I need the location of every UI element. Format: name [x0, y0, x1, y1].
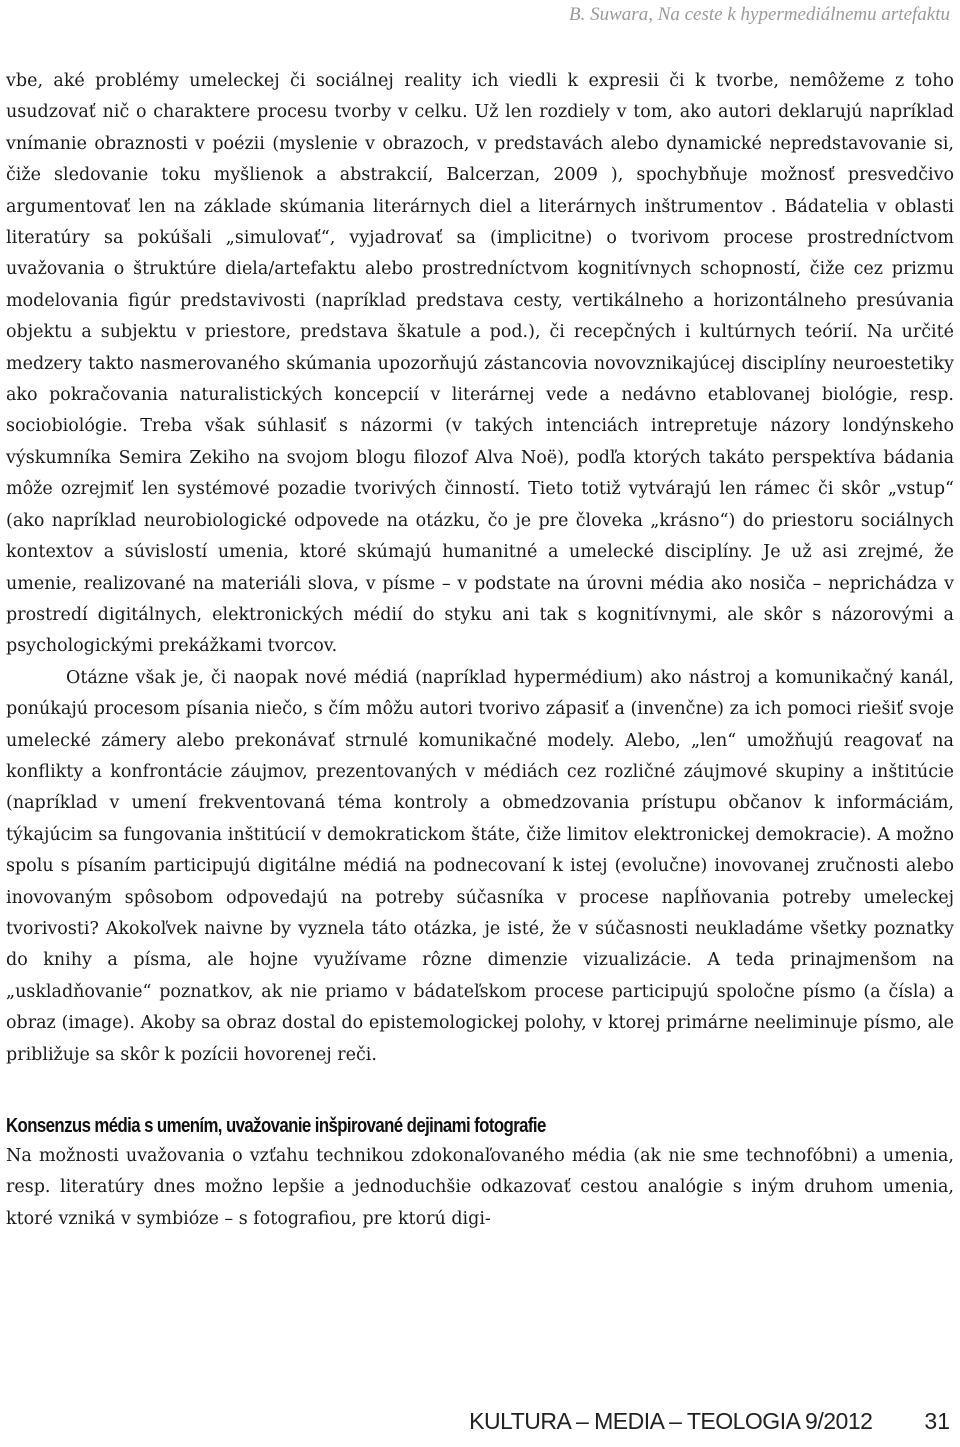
article-body	[6, 66, 954, 1235]
body-paragraph-1: vbe, aké problémy umeleckej či sociálnej reality ich viedli k expresii či k tvorbe, nemôžeme z toho usudzovať nič o charaktere procesu tvorby v celku. Už len rozdiely v tom, ako autori deklarujú napríklad vnímanie obraznosti v poézii (myslenie v obrazoch, v predstavách alebo dynamické nepredstavovanie si, čiže sledovanie toku myšlienok a abstrakcií, Balcerzan, 2009 ), spochybňuje možnosť presvedčivo argumentovať len na základe skúmania literárnych diel a literárnych inštrumentov . Bádatelia v oblasti literatúry sa pokúšali „simulovať“, vyjadrovať sa (implicitne) o tvorivom procese prostredníctvom uvažovania o štruktúre diela/artefaktu alebo prostredníctvom kognitívnych schopností, čiže cez prizmu modelovania figúr predstavivosti (napríklad predstava cesty, vertikálneho a horizontálneho presúvania objektu a subjektu v priestore, predstava škatule a pod.), či recepčných i kultúrnych teórií. Na určité medzery takto nasmerovaného skúmania upozorňujú zástancovia novovznikajúcej disciplíny neuroestetiky ako pokračovania naturalistických koncepcií v literárnej vede a nedávno etablovanej biológie, resp. sociobiológie. Treba však súhlasiť s názormi (v takých intenciách intrepretuje názory londýnskeho výskumníka Semira Zekiho na svojom blogu filozof Alva Noë), podľa ktorých takáto perspektíva bádania môže ozrejmiť len systémové pozadie tvorivých činností. Tieto totiž vytvárajú len rámec či skôr „vstup“ (ako napríklad neurobiologické odpovede na otázku, čo je pre človeka „krásno“) do priestoru sociálnych kontextov a súvislostí umenia, ktoré skúmajú humanitné a umelecké disciplíny. Je už asi zrejmé, že umenie, realizované na materiáli slova, v písme – v podstate na úrovni média ako nosiča – neprichádza v prostredí digitálnych, elektronických médií do styku ani tak s kognitívnymi, ale skôr s názorovými a psychologickými prekážkami tvorcov.	[6, 71, 954, 657]
journal-title: KULTURA – MEDIA – TEOLOGIA 9/2012	[469, 1408, 873, 1434]
section-paragraph: Na možnosti uvažovania o vzťahu technikou zdokonaľovaného média (ak nie sme technofóbni) a umenia, resp. literatúry dnes možno lepšie a jednoduchšie odkazovať cestou analógie s iným druhom umenia, ktoré vzniká v symbióze – s fotografiou, pre ktorú digi-	[6, 1146, 954, 1229]
body-paragraph-2: Otázne však je, či naopak nové médiá (napríklad hypermédium) ako nástroj a komunikačný kanál, ponúkajú procesom písania niečo, s čím môžu autori tvorivo zápasiť a (invenčne) za ich pomoci riešiť svoje umelecké zámery alebo prekonávať strnulé komunikačné modely. Alebo, „len“ umožňujú reagovať na konflikty a konfrontácie záujmov, prezentovaných v médiách cez rozličné záujmové skupiny a inštitúcie (napríklad v umení frekventovaná téma kontroly a obmedzovania prístupu občanov k informáciám, týkajúcim sa fungovania inštitúcií v demokratickom štáte, čiže limitov elektronickej demokracie). A možno spolu s písaním participujú digitálne médiá na podnecovaní k istej (evolučne) inovovanej zručnosti alebo inovovaným spôsobom odpovedajú na potreby súčasníka v procese napĺňovania potreby umeleckej tvorivosti? Akokoľvek naivne by vyznela táto otázka, je isté, že v súčasnosti neukladáme všetky poznatky do knihy a písma, ale hojne využívame rôzne dimenzie vizualizácie. A teda prinajmenšom na „uskladňovanie“ poznatkov, ak nie priamo v bádateľskom procese participujú spoločne písmo (a čísla) a obraz (image). Akoby sa obraz dostal do epistemologickej polohy, v ktorej primárne neeliminuje písmo, ale približuje sa skôr k pozícii hovorenej reči.	[6, 667, 954, 1065]
page-footer	[469, 1408, 950, 1435]
page-number: 31	[924, 1408, 950, 1434]
running-header: B. Suwara, Na ceste k hypermediálnemu artefaktu	[569, 4, 950, 25]
section-heading: Konsenzus média s umením, uvažovanie inšpirované dejinami fotografie	[6, 1115, 546, 1137]
